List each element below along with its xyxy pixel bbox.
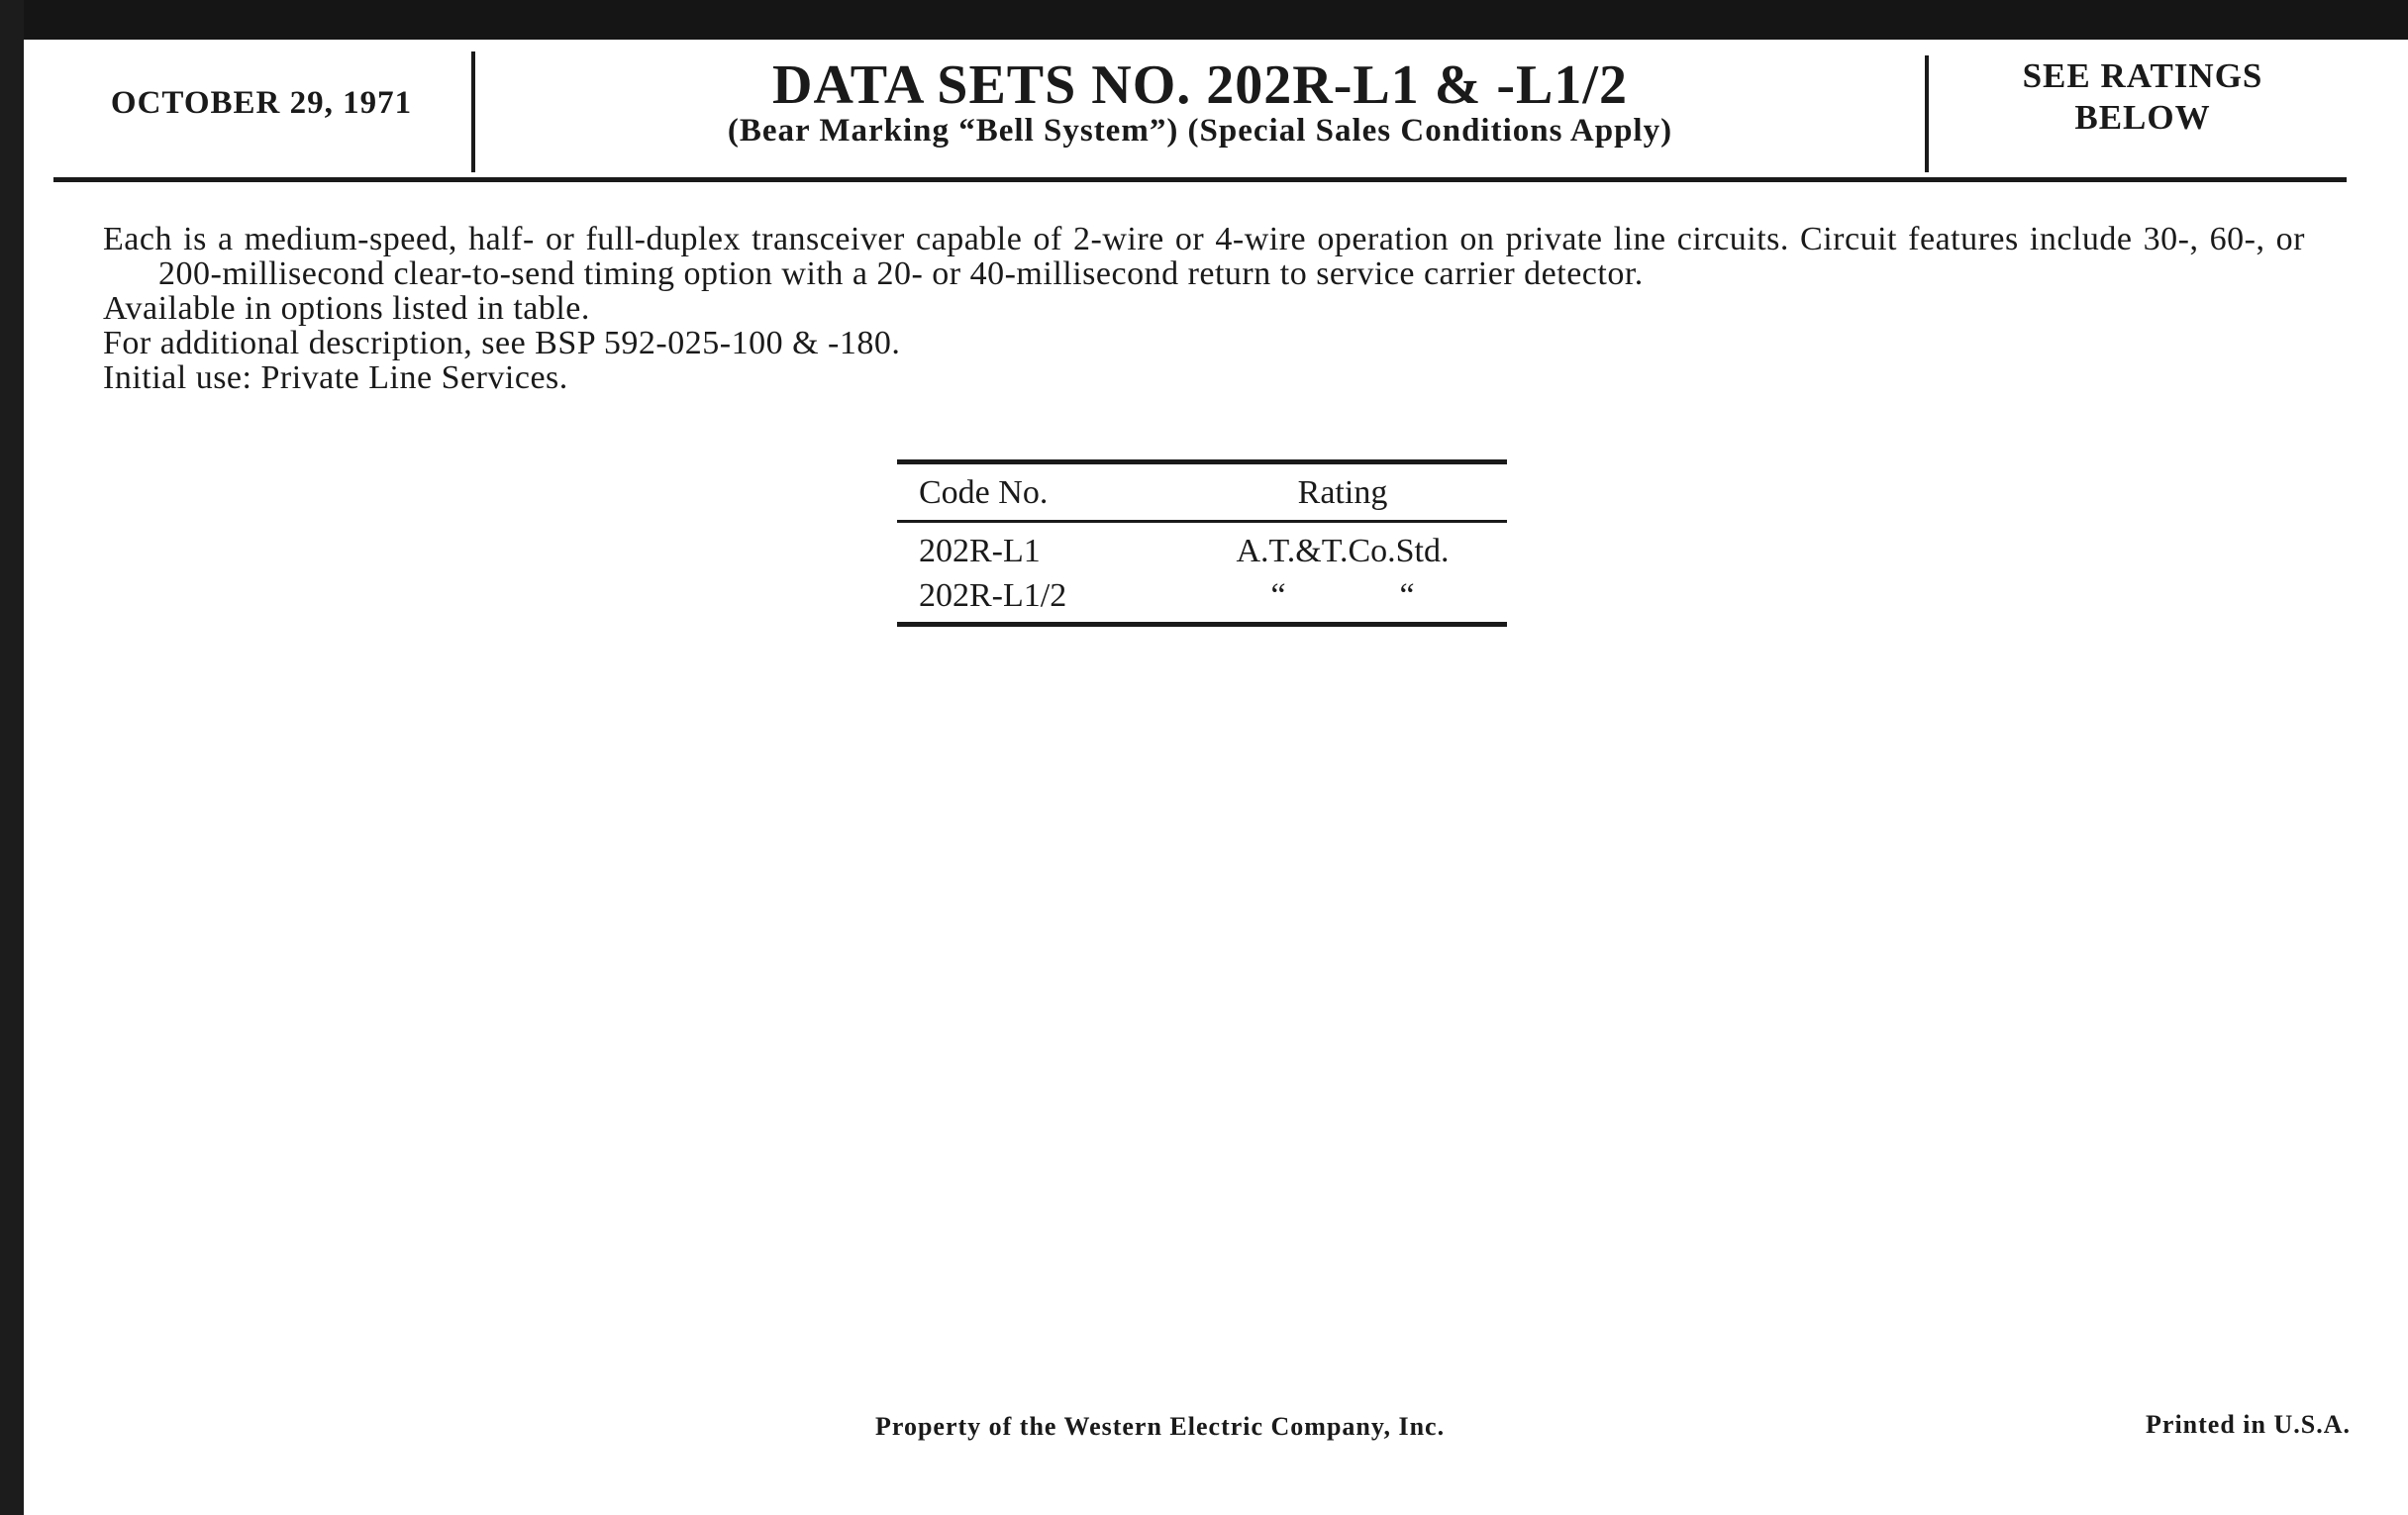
ratings-note-line-1: SEE RATINGS	[2022, 56, 2263, 95]
scan-border-left	[0, 0, 24, 1515]
page-subtitle: (Bear Marking “Bell System”) (Special Sales Conditions Apply)	[727, 113, 1673, 149]
table-cell-rating-ditto	[1184, 577, 1501, 615]
ditto-mark: “	[1399, 577, 1415, 614]
description-text	[103, 222, 2305, 395]
table-row	[897, 527, 1507, 571]
ratings-table	[897, 459, 1507, 627]
table-header-row	[897, 464, 1507, 520]
printed-notice: Printed in U.S.A.	[2146, 1410, 2351, 1439]
page-title: DATA SETS NO. 202R-L1 & -L1/2	[772, 54, 1628, 116]
table-cell-rating: A.T.&T.Co.Std.	[1236, 533, 1450, 569]
issue-date: OCTOBER 29, 1971	[110, 85, 413, 121]
description-paragraph: Each is a medium-speed, half- or full-duplex transceiver capable of 2-wire or 4-wire operation on private line circuits. Circuit features include 30-, 60-, or 200-millisecond clear-to-send timing option with a 20- or 40-millisecond return to service carrier detector.	[103, 221, 2305, 292]
ratings-note	[1935, 55, 2351, 139]
table-header-code: Code No.	[919, 474, 1049, 511]
data-set-card	[24, 40, 2408, 1515]
header-divider-left	[471, 51, 475, 172]
options-paragraph: Available in options listed in table.	[103, 290, 590, 327]
header-divider-right	[1925, 55, 1929, 172]
table-cell-code: 202R-L1/2	[919, 577, 1067, 614]
table-row	[897, 571, 1507, 616]
table-bottom-rule	[897, 622, 1507, 627]
header-rule	[53, 177, 2347, 182]
initial-use-paragraph: Initial use: Private Line Services.	[103, 359, 568, 396]
ratings-note-line-2: BELOW	[2074, 98, 2211, 137]
reference-paragraph: For additional description, see BSP 592-025-100 & -180.	[103, 325, 901, 361]
table-header-rating: Rating	[1297, 474, 1388, 511]
table-header-rule	[897, 520, 1507, 523]
scan-border-top	[0, 0, 2408, 42]
table-cell-code: 202R-L1	[919, 533, 1041, 569]
ditto-mark: “	[1270, 577, 1286, 614]
property-notice: Property of the Western Electric Company, Inc.	[875, 1412, 1446, 1441]
